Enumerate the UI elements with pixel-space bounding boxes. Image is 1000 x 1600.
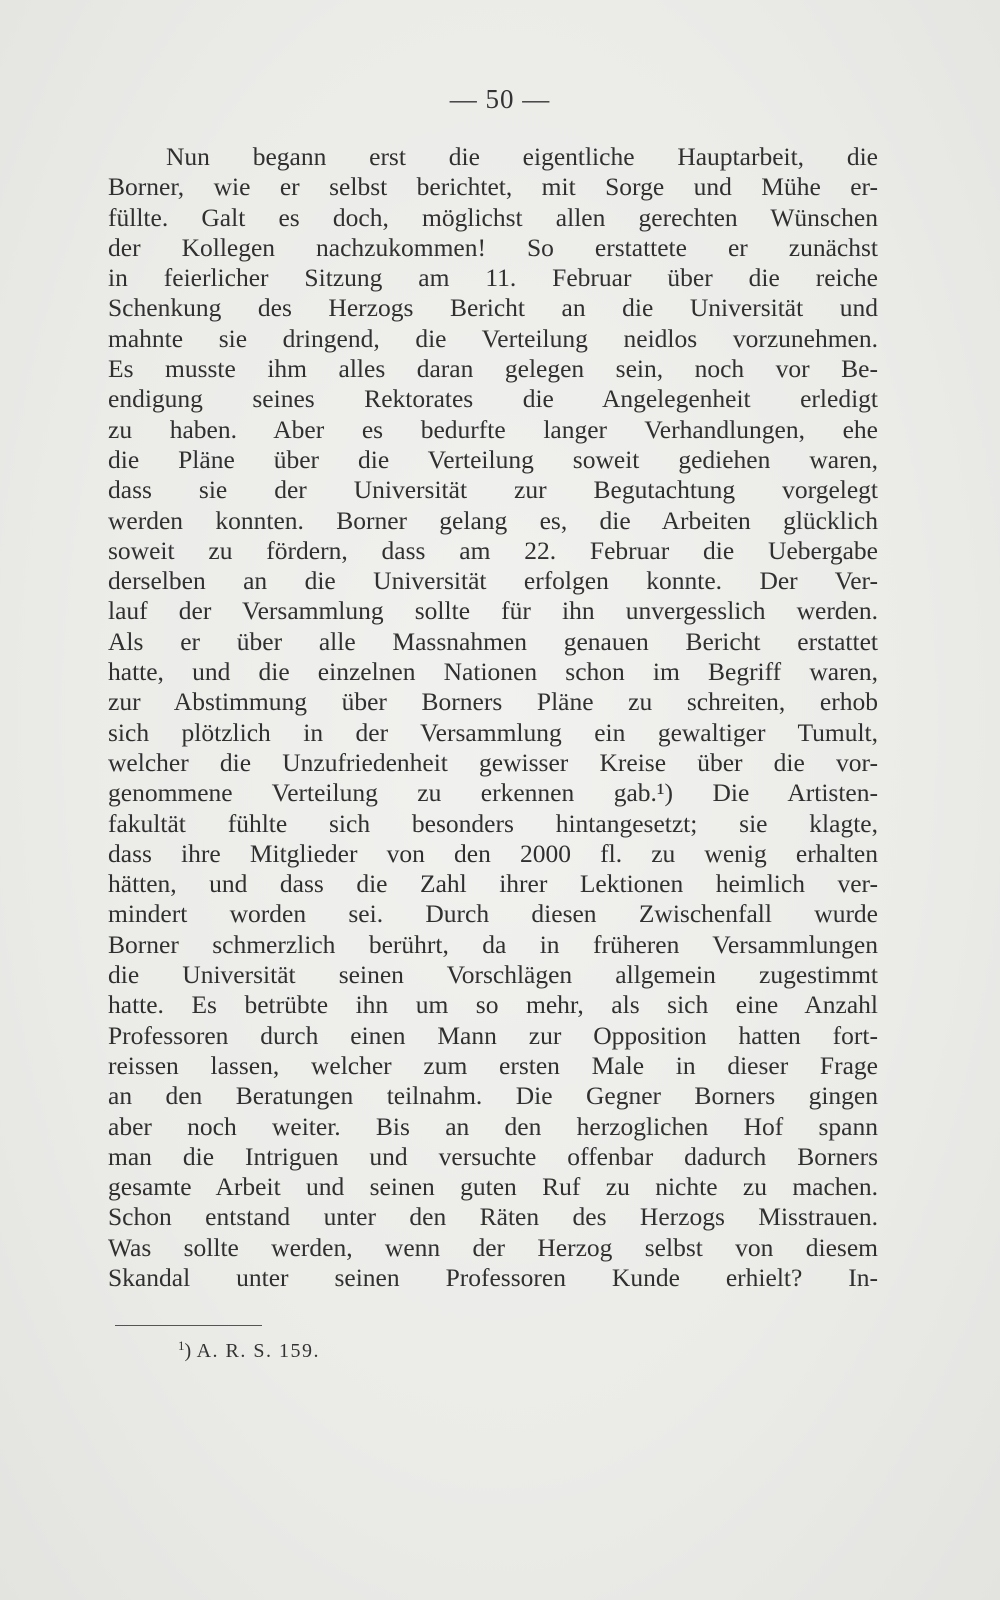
text-line: derselben an die Universität erfolgen konnte. Der Ver- — [108, 566, 878, 596]
text-line: gesamte Arbeit und seinen guten Ruf zu nichte zu machen. — [108, 1172, 878, 1202]
text-line: dass ihre Mitglieder von den 2000 fl. zu wenig erhalten — [108, 838, 878, 868]
text-line: der Kollegen nachzukommen! So erstattete er zunächst — [108, 232, 878, 262]
text-line: soweit zu fördern, dass am 22. Februar die Uebergabe — [108, 535, 878, 565]
text-line: zur Abstimmung über Borners Pläne zu schreiten, erhob — [108, 687, 878, 717]
text-line: welcher die Unzufriedenheit gewisser Kreise über die vor- — [108, 747, 878, 777]
text-line: Nun begann erst die eigentliche Hauptarbeit, die — [166, 142, 878, 171]
footnote-paren: ) — [184, 1340, 192, 1362]
text-line: die Pläne über die Verteilung soweit gediehen waren, — [108, 444, 878, 474]
footnote — [178, 1338, 320, 1363]
text-line: man die Intriguen und versuchte offenbar dadurch Borners — [108, 1141, 878, 1171]
text-line: Als er über alle Massnahmen genauen Bericht erstattet — [108, 626, 878, 656]
text-line: werden konnten. Borner gelang es, die Arbeiten glücklich — [108, 505, 878, 535]
text-line: mahnte sie dringend, die Verteilung neidlos vorzunehmen. — [108, 323, 878, 353]
footnote-text: A. R. S. 159. — [191, 1340, 320, 1362]
text-line: Professoren durch einen Mann zur Opposition hatten fort- — [108, 1020, 878, 1050]
footnote-divider — [115, 1325, 262, 1326]
text-line: in feierlicher Sitzung am 11. Februar über die reiche — [108, 263, 878, 293]
footnote-marker: 1 — [178, 1338, 185, 1353]
text-line: Schenkung des Herzogs Bericht an die Universität und — [108, 293, 878, 323]
text-line: hatte, und die einzelnen Nationen schon im Begriff waren, — [108, 657, 878, 687]
text-line: an den Beratungen teilnahm. Die Gegner Borners gingen — [108, 1081, 878, 1111]
text-line: Skandal unter seinen Professoren Kunde erhielt? In- — [108, 1262, 878, 1292]
text-line: dass sie der Universität zur Begutachtung vorgelegt — [108, 475, 878, 505]
text-line: hatte. Es betrübte ihn um so mehr, als sich eine Anzahl — [108, 990, 878, 1020]
text-line: die Universität seinen Vorschlägen allgemein zugestimmt — [108, 960, 878, 990]
text-line: Borner, wie er selbst berichtet, mit Sorge und Mühe er- — [108, 172, 878, 202]
text-line: fakultät fühlte sich besonders hintangesetzt; sie klagte, — [108, 808, 878, 838]
text-line: mindert worden sei. Durch diesen Zwischenfall wurde — [108, 899, 878, 929]
text-line: Borner schmerzlich berührt, da in früheren Versammlungen — [108, 929, 878, 959]
text-line: Was sollte werden, wenn der Herzog selbst von diesem — [108, 1232, 878, 1262]
text-line: hätten, und dass die Zahl ihrer Lektionen heimlich ver- — [108, 869, 878, 899]
text-line: genommene Verteilung zu erkennen gab.¹) Die Artisten- — [108, 778, 878, 808]
text-line: zu haben. Aber es bedurfte langer Verhandlungen, ehe — [108, 414, 878, 444]
text-line: Es musste ihm alles daran gelegen sein, noch vor Be- — [108, 354, 878, 384]
text-line: endigung seines Rektorates die Angelegenheit erledigt — [108, 384, 878, 414]
text-line: aber noch weiter. Bis an den herzoglichen Hof spann — [108, 1111, 878, 1141]
text-line: Schon entstand unter den Räten des Herzogs Misstrauen. — [108, 1202, 878, 1232]
text-line: reissen lassen, welcher zum ersten Male in dieser Frage — [108, 1050, 878, 1080]
page-number: — 50 — — [449, 84, 551, 114]
text-line: füllte. Galt es doch, möglichst allen gerechten Wünschen — [108, 202, 878, 232]
body-text — [108, 142, 878, 1293]
text-line: sich plötzlich in der Versammlung ein gewaltiger Tumult, — [108, 717, 878, 747]
text-line: lauf der Versammlung sollte für ihn unvergesslich werden. — [108, 596, 878, 626]
